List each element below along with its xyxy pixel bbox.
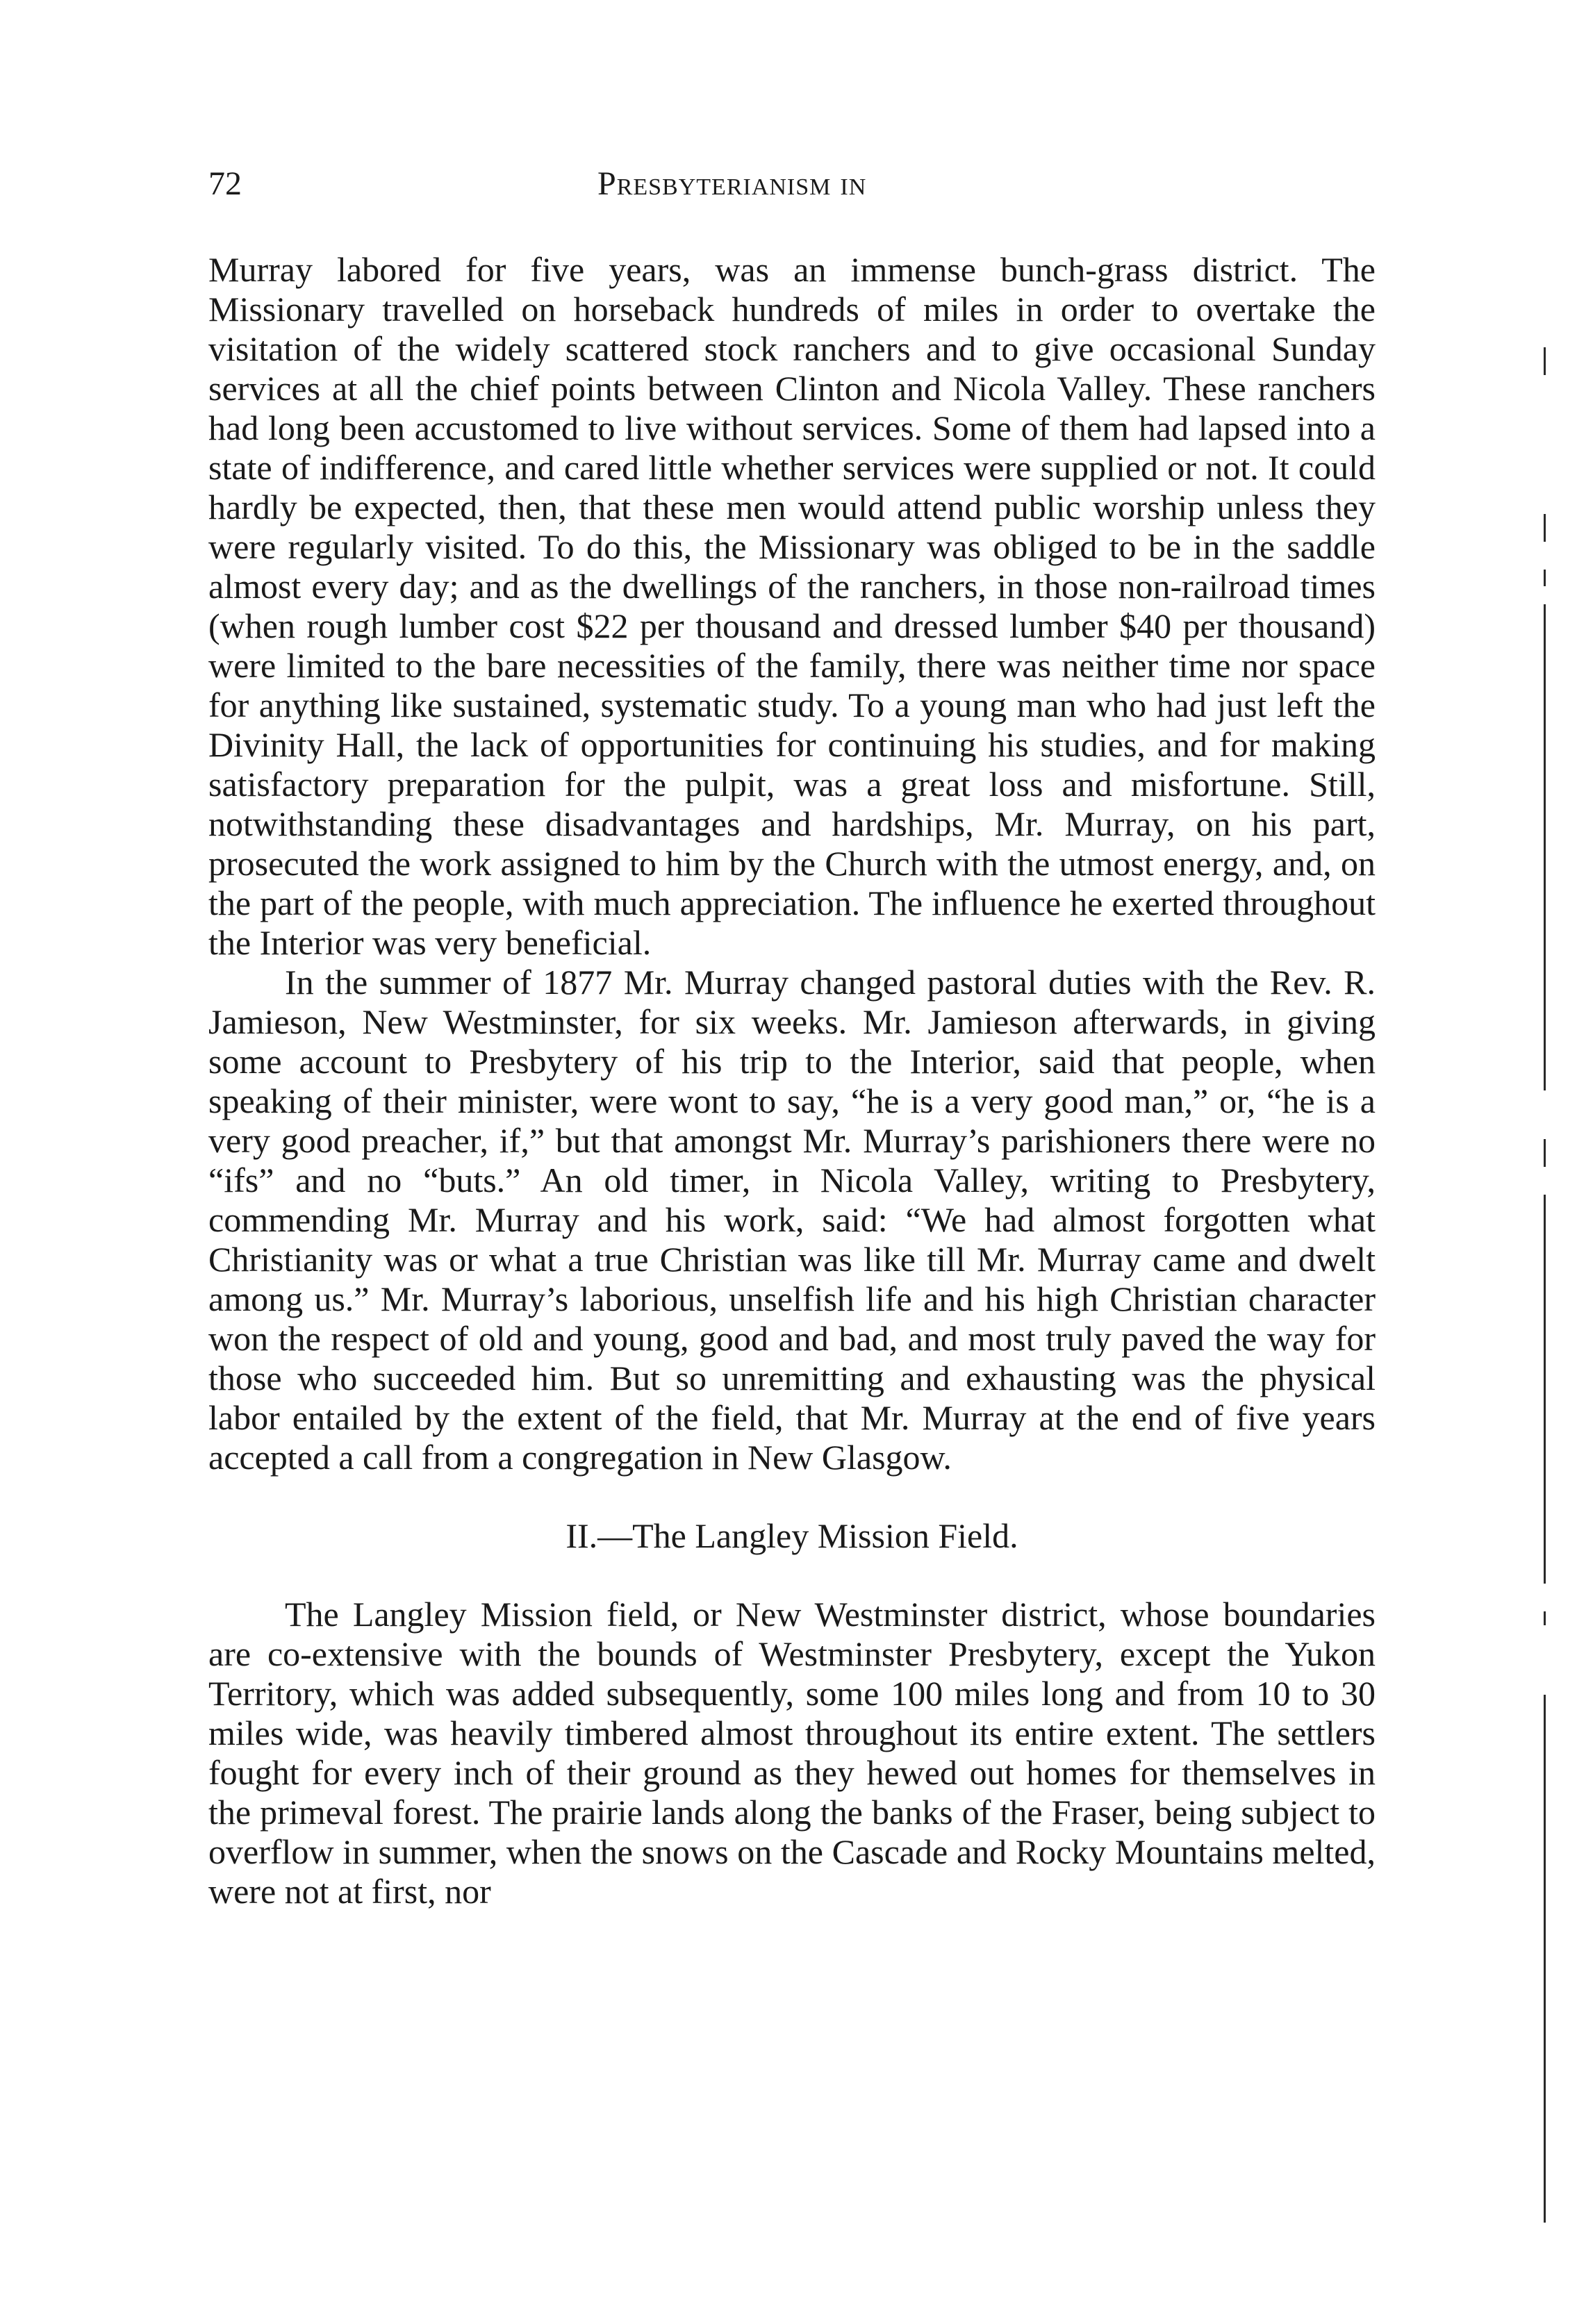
scan-mark xyxy=(1544,347,1546,375)
scan-mark xyxy=(1544,1139,1546,1167)
paragraph-continued: Murray labored for five years, was an immense bunch-grass district. The Missionary travelled on horseback hundreds of miles in order to overtake the visitation of the widely scattered stock ranchers and to give occasional Sunday services at all the chief points between Clinton and Nicola Valley. These ranchers had long been accustomed to live without services. Some of them had lapsed into a state of indifference, and cared little whether services were supplied or not. It could hardly be expected, then, that these men would attend public worship unless they were regularly visited. To do this, the Missionary was obliged to be in the saddle almost every day; and as the dwellings of the ranchers, in those non-railroad times (when rough lumber cost $22 per thousand and dressed lumber $40 per thousand) were limited to the bare necessities of the family, there was neither time nor space for anything like sustained, systematic study. To a young man who had just left the Divinity Hall, the lack of opportunities for continuing his studies, and for making satisfactory preparation for the pulpit, was a great loss and misfortune. Still, notwithstanding these disadvantages and hardships, Mr. Murray, on his part, prosecuted the work assigned to him by the Church with the utmost energy, and, on the part of the people, with much appreciation. The influence he exerted throughout the Interior was very beneficial. xyxy=(208,250,1376,962)
scan-mark xyxy=(1544,514,1546,542)
page-number: 72 xyxy=(208,165,242,202)
paragraph-jamieson: In the summer of 1877 Mr. Murray changed pastoral duties with the Rev. R. Jamieson, New Westminster, for six weeks. Mr. Jamieson afterwards, in giving some account to Presbytery of his trip to the Interior, said that people, when speaking of their minister, were wont to say, “he is a very good man,” or, “he is a very good preacher, if,” but that amongst Mr. Murray’s parishioners there were no “ifs” and no “buts.” An old timer, in Nicola Valley, writing to Presbytery, commending Mr. Murray and his work, said: “We had almost forgotten what Christianity was or what a true Christian was like till Mr. Murray came and dwelt among us.” Mr. Murray’s laborious, unselfish life and his high Christian character won the respect of old and young, good and bad, and most truly paved the way for those who succeeded him. But so unremitting and exhausting was the physical labor entailed by the extent of the field, that Mr. Murray at the end of five years accepted a call from a congregation in New Glasgow. xyxy=(208,963,1376,1477)
scan-mark xyxy=(1544,1195,1546,1584)
running-head xyxy=(208,160,1376,208)
running-title: Presbyterianism in xyxy=(597,165,867,202)
scan-mark xyxy=(1544,604,1546,1090)
scan-margin-marks xyxy=(1544,306,1548,2250)
paragraph-langley: The Langley Mission field, or New Westminster district, whose boundaries are co-extensive with the bounds of Westminster Presbytery, except the Yukon Territory, which was added subsequently, some 100 miles long and from 10 to 30 miles wide, was heavily timbered almost throughout its entire extent. The settlers fought for every inch of their ground as they hewed out homes for themselves in the primeval forest. The prairie lands along the banks of the Fraser, being subject to overflow in summer, when the snows on the Cascade and Rocky Mountains melted, were not at first, nor xyxy=(208,1595,1376,1911)
section-heading: II.—The Langley Mission Field. xyxy=(565,1516,1018,1555)
scan-mark xyxy=(1544,1695,1546,2223)
scan-mark xyxy=(1544,1611,1546,1625)
book-page xyxy=(208,160,1376,1911)
body-text xyxy=(208,250,1376,1911)
scan-mark xyxy=(1544,570,1546,586)
